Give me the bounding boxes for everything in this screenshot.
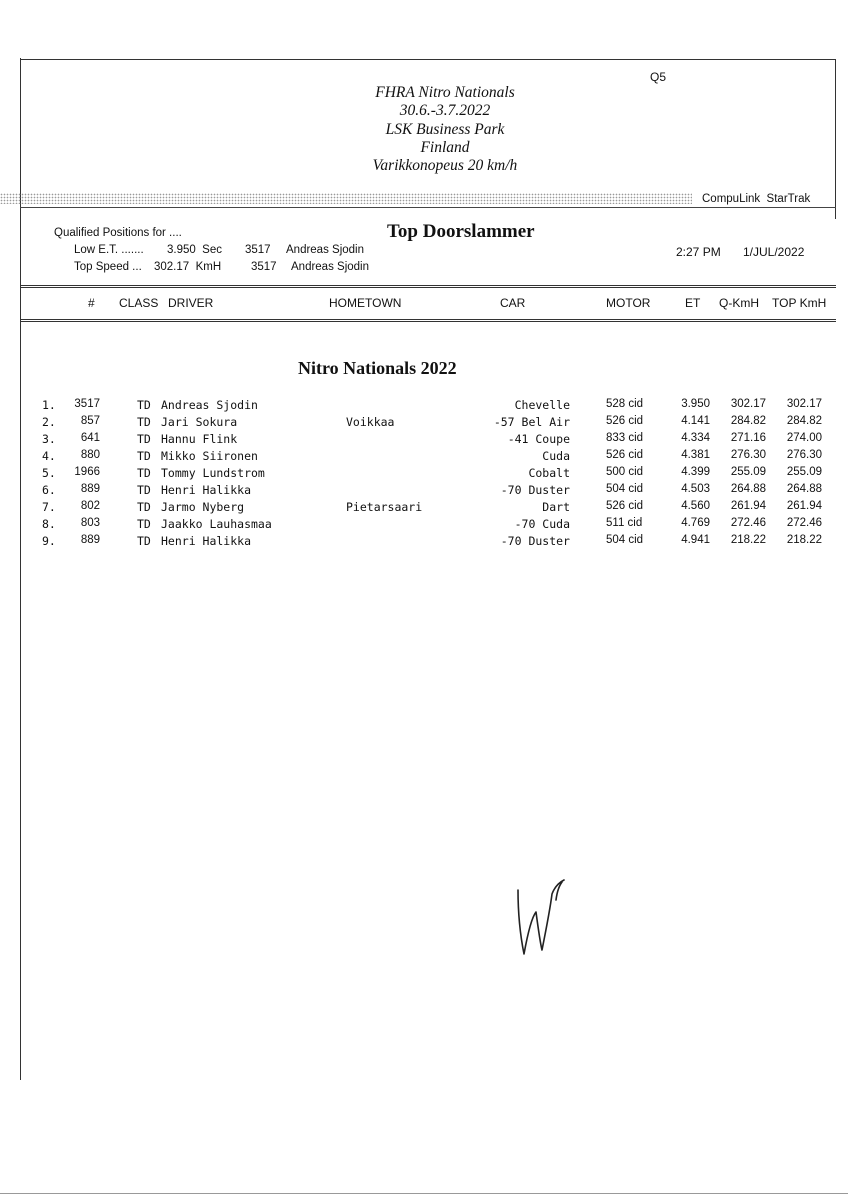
row-qkmh: 276.30 [730,449,766,461]
row-car-number: 3517 [74,398,100,410]
row-car: -57 Bel Air [493,415,570,429]
row-class: TD [137,432,151,446]
top-speed-number: 3517 [251,261,277,273]
row-motor: 511 cid [606,517,643,529]
results-subtitle: Nitro Nationals 2022 [298,358,457,378]
top-speed-label: Top Speed ... [74,261,142,273]
row-car-number: 802 [80,500,100,512]
row-driver: Jari Sokura [161,415,238,429]
table-row [0,398,848,415]
row-position: 9. [42,534,56,548]
dotted-band [0,193,692,204]
header-rule [20,207,836,208]
row-driver: Jarmo Nyberg [161,500,245,514]
report-date: 1/JUL/2022 [743,245,805,259]
row-motor: 526 cid [606,449,644,461]
event-name: FHRA Nitro Nationals [375,84,515,101]
row-qkmh: 218.22 [730,534,766,546]
low-et-number: 3517 [245,244,271,256]
event-dates: 30.6.-3.7.2022 [399,102,491,119]
low-et-driver: Andreas Sjodin [286,244,364,256]
row-position: 8. [42,517,56,531]
top-speed-value: 302.17 KmH [154,261,222,273]
page-bottom-rule [0,1193,848,1194]
row-et: 4.399 [681,466,710,478]
row-topkmh: 274.00 [786,432,822,444]
row-motor: 504 cid [606,534,644,546]
row-class: TD [137,500,151,514]
row-et: 3.950 [681,398,710,410]
row-motor: 833 cid [606,432,644,444]
table-row [0,534,848,551]
col-topkmh-header: TOP KmH [772,296,827,310]
row-class: TD [137,466,151,480]
row-position: 7. [42,500,56,514]
col-driver-header: DRIVER [168,296,214,310]
row-driver: Henri Halikka [161,483,252,497]
row-topkmh: 261.94 [786,500,822,512]
row-topkmh: 284.82 [786,415,822,427]
event-venue: LSK Business Park [385,121,505,138]
row-et: 4.560 [681,500,710,512]
row-car-number: 857 [80,415,100,427]
top-speed-driver: Andreas Sjodin [291,261,369,273]
frame-right-rule [835,59,836,219]
row-class: TD [137,534,151,548]
low-et-value: 3.950 Sec [167,244,222,256]
row-driver: Henri Halikka [161,534,252,548]
low-et-label: Low E.T. ....... [74,244,144,256]
row-et: 4.503 [681,483,710,495]
row-topkmh: 255.09 [786,466,822,478]
row-car-number: 889 [80,483,100,495]
row-position: 4. [42,449,56,463]
col-hometown-header: HOMETOWN [329,296,402,310]
col-num-header: # [88,296,95,310]
row-driver: Andreas Sjodin [161,398,258,412]
row-car: Chevelle [514,398,570,412]
col-qkmh-header: Q-KmH [719,296,759,310]
row-driver: Mikko Siironen [161,449,258,463]
brand-label: CompuLink StarTrak [702,193,811,205]
row-qkmh: 272.46 [730,517,766,529]
row-car-number: 1966 [74,466,100,478]
row-topkmh: 272.46 [786,517,822,529]
row-car-number: 880 [80,449,100,461]
frame-left-rule [20,58,21,1080]
row-driver: Jaakko Lauhasmaa [161,517,272,531]
column-header-bottom-rule [20,319,836,322]
row-motor: 526 cid [606,415,644,427]
row-car: -70 Duster [500,534,570,548]
row-car: -41 Coupe [507,432,570,446]
row-qkmh: 302.17 [730,398,766,410]
row-topkmh: 218.22 [786,534,822,546]
row-qkmh: 255.09 [730,466,766,478]
row-car-number: 803 [80,517,100,529]
row-qkmh: 261.94 [730,500,766,512]
row-topkmh: 276.30 [786,449,822,461]
col-motor-header: MOTOR [606,296,651,310]
table-row [0,415,848,432]
row-qkmh: 284.82 [730,415,766,427]
row-position: 6. [42,483,56,497]
row-car: Dart [542,500,570,514]
class-title: Top Doorslammer [387,221,535,242]
event-pit-speed: Varikkonopeus 20 km/h [372,157,518,174]
row-et: 4.769 [681,517,710,529]
handwritten-signature [512,872,572,962]
col-car-header: CAR [500,296,526,310]
row-driver: Hannu Flink [161,432,238,446]
row-position: 2. [42,415,56,429]
row-et: 4.334 [681,432,710,444]
row-position: 5. [42,466,56,480]
row-position: 1. [42,398,56,412]
row-et: 4.941 [681,534,710,546]
row-hometown: Pietarsaari [346,500,423,514]
row-et: 4.141 [681,415,710,427]
row-class: TD [137,449,151,463]
table-row [0,500,848,517]
row-class: TD [137,415,151,429]
row-qkmh: 271.16 [730,432,766,444]
row-topkmh: 302.17 [786,398,822,410]
row-hometown: Voikkaa [346,415,395,429]
row-et: 4.381 [681,449,710,461]
row-motor: 528 cid [606,398,644,410]
table-row [0,432,848,449]
column-header-top-rule [20,285,836,288]
row-car: Cuda [542,449,570,463]
row-driver: Tommy Lundstrom [161,466,265,480]
row-car: -70 Cuda [514,517,570,531]
report-time: 2:27 PM [676,245,721,259]
row-car: Cobalt [528,466,570,480]
row-class: TD [137,517,151,531]
row-car-number: 889 [80,534,100,546]
table-row [0,449,848,466]
col-class-header: CLASS [119,296,159,310]
event-country: Finland [420,139,470,156]
row-position: 3. [42,432,56,446]
round-code: Q5 [650,70,667,84]
table-row [0,483,848,500]
table-row [0,466,848,483]
col-et-header: ET [685,296,701,310]
row-topkmh: 264.88 [786,483,822,495]
row-motor: 504 cid [606,483,644,495]
frame-top-rule [20,59,836,60]
row-car: -70 Duster [500,483,570,497]
row-motor: 500 cid [606,466,644,478]
row-car-number: 641 [80,432,100,444]
row-motor: 526 cid [606,500,644,512]
qualified-label: Qualified Positions for .... [54,227,182,239]
row-class: TD [137,398,151,412]
table-row [0,517,848,534]
row-qkmh: 264.88 [730,483,766,495]
row-class: TD [137,483,151,497]
